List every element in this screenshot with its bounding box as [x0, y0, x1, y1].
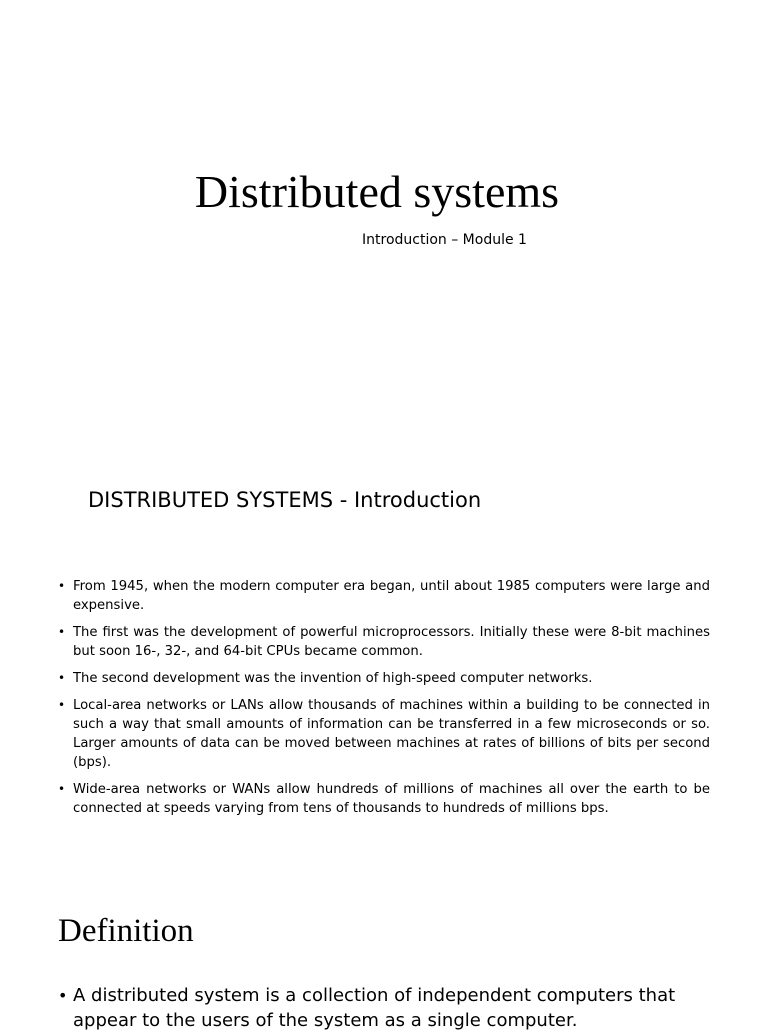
bullet-text: The second development was the invention of high-speed computer networks.	[73, 670, 593, 686]
introduction-heading: DISTRIBUTED SYSTEMS - Introduction	[88, 488, 482, 512]
definition-bullet-list	[58, 983, 738, 1033]
bullet-item	[58, 780, 710, 818]
bullet-text: A distributed system is a collection of independent computers that appear to the users of the system as a single computer.	[73, 985, 676, 1031]
bullet-icon: •	[58, 670, 66, 685]
definition-heading: Definition	[58, 913, 194, 949]
bullet-item	[58, 623, 710, 661]
bullet-icon: •	[58, 986, 68, 1005]
bullet-icon: •	[58, 579, 66, 593]
bullet-text: Local-area networks or LANs allow thousands of machines within a building to be connected in such a way that small amounts of information can be transferred in a few microseconds or so. Larger amounts of data can be moved between machines at rates of billions of bits per second (bps).	[73, 697, 710, 771]
introduction-bullet-list	[58, 577, 710, 826]
bullet-item	[58, 669, 710, 688]
presentation-title: Distributed systems	[194, 166, 560, 217]
bullet-text: Wide-area networks or WANs allow hundreds of millions of machines all over the earth to be connected at speeds varying from tens of thousands to hundreds of millions bps.	[73, 781, 710, 817]
bullet-item	[58, 577, 710, 615]
bullet-item	[58, 696, 710, 773]
bullet-icon: •	[58, 624, 66, 639]
title-slide	[0, 0, 768, 440]
bullet-icon: •	[58, 781, 66, 796]
bullet-icon: •	[58, 697, 66, 712]
bullet-text: From 1945, when the modern computer era began, until about 1985 computers were large and expensive.	[73, 579, 710, 614]
presentation-subtitle: Introduction – Module 1	[362, 232, 527, 248]
bullet-text: The first was the development of powerful microprocessors. Initially these were 8-bit machines but soon 16-, 32-, and 64-bit CPUs became common.	[73, 624, 710, 660]
definition-slide	[0, 880, 768, 1031]
introduction-slide	[0, 440, 768, 880]
bullet-item	[58, 983, 738, 1033]
